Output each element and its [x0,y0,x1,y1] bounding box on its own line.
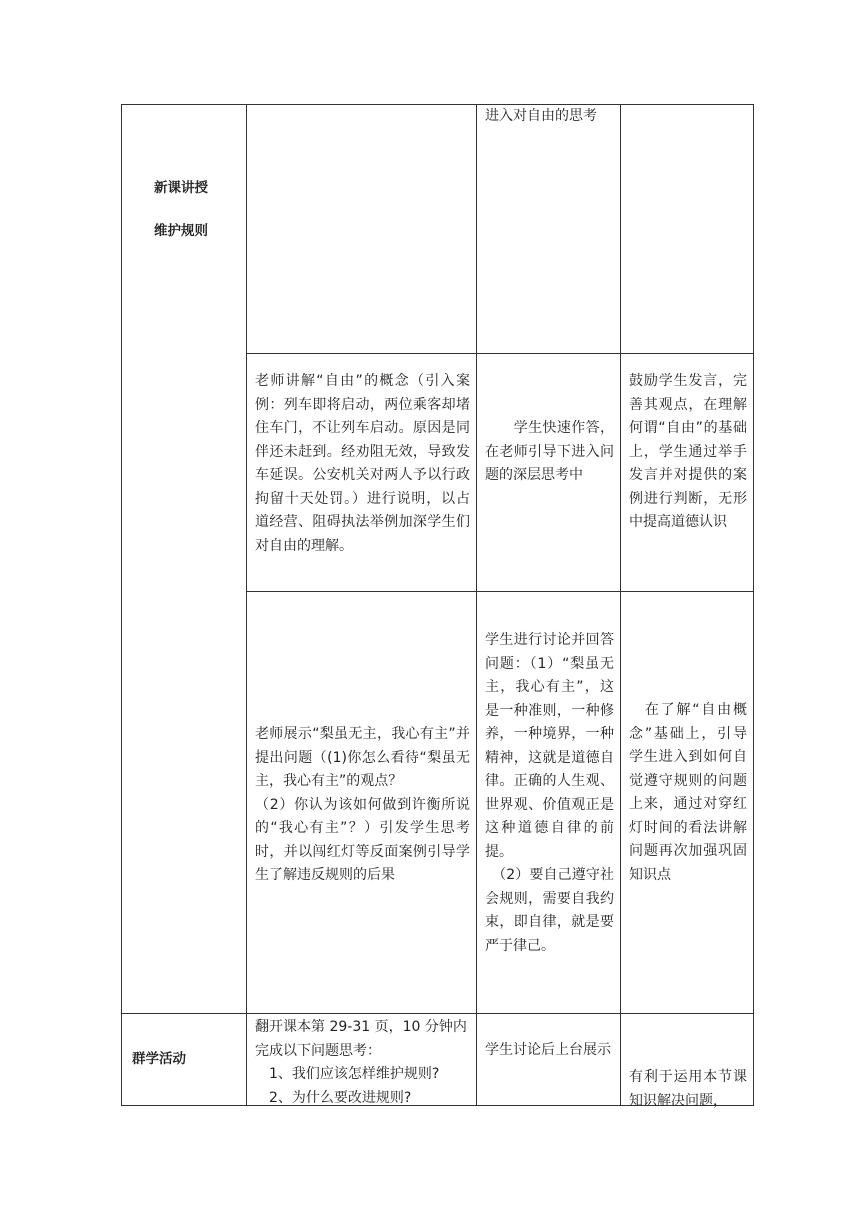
section-title: 新课讲授 [154,180,208,196]
teacher-line: 1、我们应该怎样维护规则? [255,1066,440,1082]
teacher-activity-text: 老师讲解“自由”的概念（引入案例：列车即将启动，两位乘客却堵住车门，不让列车启动。原因是同伴还未赶到。经劝阻无效，导致发车延误。公安机关对两人予以行政拘留十天处罚。）进行说明，以占道经营、阻碍执法举例加深学生们对自由的理解。 [255,373,470,554]
table-row [122,105,754,354]
teacher-cell [247,592,477,1014]
teacher-activity-text: 老师展示“梨虽无主，我心有主”并提出问题（(1)你怎么看待“梨虽无主，我心有主”的观点？ （2）你认为该如何做到许衡所说的“我心有主”？）引发学生思考时，并以闯红灯等反面案例引导学生了解违反规则的后果 [255,726,470,883]
teacher-line: 2、为什么要改进规则? [255,1089,412,1106]
lesson-plan-table [121,104,754,1109]
student-activity-text: 学生快速作答，在老师引导下进入问题的深层思考中 [485,420,614,483]
intent-cell [621,1014,754,1109]
intent-cell [621,592,754,1014]
design-intent-text: 鼓励学生发言，完善其观点，在理解何谓“自由”的基础上，学生通过举手发言并对提供的案例进行判断，无形中提高道德认识 [629,373,747,530]
teacher-activity-text [255,1016,470,1110]
student-cell [477,1014,621,1106]
design-intent-text: 有利于运用本节课知识解决问题， [629,1069,747,1109]
teacher-cell [247,105,477,354]
student-activity-text: 学生进行讨论并回答问题：（1）“梨虽无主，我心有主”，这是一种准则，一种修养，一种境界，一种精神，这就是道德自律。正确的人生观、世界观、价值观正是这种道德自律的前提。 （2）要自己遵守社会规则，需要自我约束，即自律，就是要严于律己。 [485,632,614,954]
section-subtitle: 维护规则 [154,223,208,239]
table-row [122,1014,754,1106]
student-cell [477,354,621,592]
student-activity-text: 学生讨论后上台展示 [485,1042,611,1058]
intent-cell [621,354,754,592]
section-cell-new-lesson [122,105,247,1014]
teacher-cell [247,354,477,592]
student-activity-text: 进入对自由的思考 [485,108,597,124]
student-cell [477,592,621,1014]
teacher-cell [247,1014,477,1106]
section-cell-group-activity [122,1014,247,1106]
student-cell [477,105,621,354]
teacher-line: 翻开课本第 29-31 页，10 分钟内完成以下问题思考： [255,1019,467,1059]
section-title: 群学活动 [132,1051,186,1067]
design-intent-text: 在了解“自由概念”基础上，引导学生进入到如何自觉遵守规则的问题上来，通过对穿红灯时间的看法讲解问题再次加强巩固知识点 [629,702,747,883]
intent-cell [621,105,754,354]
